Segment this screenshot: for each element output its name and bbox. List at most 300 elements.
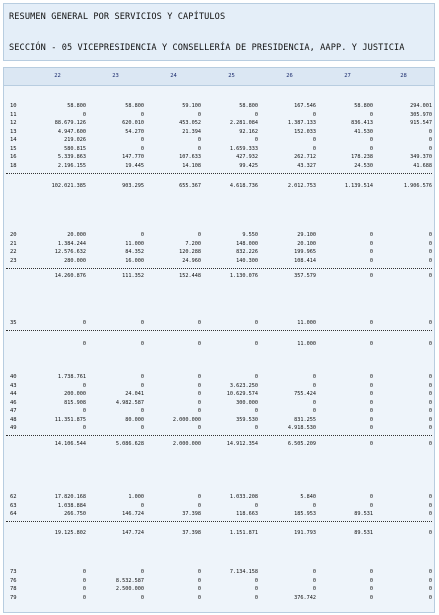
value-cell: 0 (197, 569, 201, 575)
value-cell: 0 (254, 374, 258, 380)
value-cell: 88.679.126 (54, 120, 86, 126)
value-cell: 0 (254, 425, 258, 431)
subtotal-cell: 655.367 (179, 182, 201, 189)
value-cell: 0 (197, 408, 201, 414)
value-cell: 107.633 (179, 154, 201, 160)
value-cell: 915.547 (410, 120, 432, 126)
subtotal-cell: 0 (428, 341, 432, 347)
row-code: 12 (10, 120, 17, 126)
value-cell: 0 (140, 408, 144, 414)
value-cell: 0 (254, 408, 258, 414)
row-code: 79 (10, 594, 17, 601)
value-cell: 0 (369, 374, 373, 380)
column-header: 27 (344, 73, 351, 79)
value-cell: 0 (140, 374, 144, 380)
value-cell: 152.033 (294, 128, 316, 135)
group-divider (6, 173, 432, 174)
table-row (4, 129, 434, 138)
subtotal-cell: 903.295 (122, 182, 144, 189)
value-cell: 0 (254, 502, 258, 509)
subtotal-cell: 1.130.076 (229, 272, 258, 279)
value-cell: 0 (82, 111, 86, 118)
value-cell: 0 (197, 232, 201, 238)
value-cell: 0 (312, 399, 316, 406)
value-cell: 0 (369, 111, 373, 118)
table-row (4, 569, 434, 578)
column-header: 24 (170, 73, 177, 79)
row-code: 13 (10, 128, 17, 135)
table-row (4, 503, 434, 512)
value-cell: 0 (82, 594, 86, 601)
value-cell: 0 (140, 382, 144, 389)
value-cell: 0 (369, 145, 373, 152)
group-divider (6, 521, 432, 522)
value-cell: 219.026 (64, 137, 86, 143)
subtotal-cell: 5.086.628 (115, 441, 144, 447)
value-cell: 99.425 (239, 162, 258, 169)
table-row (4, 511, 434, 520)
value-cell: 0 (428, 511, 432, 517)
table-row (4, 374, 434, 383)
value-cell: 0 (428, 145, 432, 152)
value-cell: 12.576.632 (54, 249, 86, 255)
value-cell: 0 (369, 240, 373, 247)
value-cell: 0 (197, 502, 201, 509)
value-cell: 815.908 (64, 399, 86, 406)
value-cell: 0 (254, 320, 258, 326)
value-cell: 0 (197, 577, 201, 584)
value-cell: 0 (369, 257, 373, 264)
value-cell: 0 (428, 240, 432, 247)
table-row (4, 408, 434, 417)
value-cell: 92.162 (239, 128, 258, 135)
value-cell: 0 (428, 137, 432, 143)
value-cell: 0 (254, 111, 258, 118)
value-cell: 58.800 (67, 103, 86, 109)
subtotal-row (4, 341, 434, 350)
value-cell: 54.270 (125, 128, 144, 135)
value-cell: 0 (312, 374, 316, 380)
row-code: 14 (10, 137, 17, 143)
subtotal-cell: 0 (428, 530, 432, 536)
value-cell: 0 (82, 408, 86, 414)
value-cell: 0 (140, 502, 144, 509)
value-cell: 0 (197, 145, 201, 152)
value-cell: 836.413 (351, 120, 373, 126)
value-cell: 2.000.000 (172, 416, 201, 423)
subtotal-cell: 147.724 (122, 530, 144, 536)
value-cell: 300.000 (236, 399, 258, 406)
value-cell: 185.953 (294, 511, 316, 517)
value-cell: 0 (82, 382, 86, 389)
row-code: 63 (10, 502, 17, 509)
value-cell: 10.629.574 (226, 391, 258, 397)
value-cell: 4.947.600 (57, 128, 86, 135)
row-code: 76 (10, 577, 17, 584)
table-row (4, 258, 434, 267)
row-code: 40 (10, 374, 17, 380)
row-code: 43 (10, 382, 17, 389)
value-cell: 1.738.761 (57, 374, 86, 380)
value-cell: 0 (428, 416, 432, 423)
value-cell: 294.001 (410, 103, 432, 109)
value-cell: 0 (369, 494, 373, 500)
value-cell: 359.530 (236, 416, 258, 423)
value-cell: 0 (312, 137, 316, 143)
row-code: 44 (10, 391, 17, 397)
value-cell: 21.394 (182, 128, 201, 135)
value-cell: 178.238 (351, 154, 373, 160)
subtotal-cell: 1.151.871 (229, 530, 258, 536)
table-row (4, 391, 434, 400)
value-cell: 0 (197, 320, 201, 326)
value-cell: 0 (82, 577, 86, 584)
subtotal-cell: 0 (254, 341, 258, 347)
subtotal-cell: 37.398 (182, 530, 201, 536)
subtotal-cell: 152.448 (179, 272, 201, 279)
value-cell: 140.300 (236, 257, 258, 264)
value-cell: 0 (82, 320, 86, 326)
table-row (4, 320, 434, 329)
subtotal-row (4, 530, 434, 539)
value-cell: 37.398 (182, 511, 201, 517)
value-cell: 0 (369, 416, 373, 423)
subtotal-cell: 14.106.544 (54, 441, 86, 447)
value-cell: 0 (197, 374, 201, 380)
subtotal-cell: 357.579 (294, 272, 316, 279)
subtotal-cell: 89.531 (354, 530, 373, 536)
table-row (4, 383, 434, 392)
value-cell: 0 (428, 320, 432, 326)
value-cell: 620.010 (122, 120, 144, 126)
value-cell: 0 (428, 128, 432, 135)
table-row (4, 241, 434, 250)
value-cell: 24.960 (182, 257, 201, 264)
value-cell: 59.100 (182, 103, 201, 109)
value-cell: 7.200 (185, 240, 201, 247)
value-cell: 200.000 (64, 391, 86, 397)
value-cell: 146.724 (122, 511, 144, 517)
value-cell: 376.742 (294, 594, 316, 601)
value-cell: 266.750 (64, 511, 86, 517)
value-cell: 0 (369, 391, 373, 397)
value-cell: 0 (197, 425, 201, 431)
value-cell: 0 (140, 137, 144, 143)
value-cell: 0 (197, 382, 201, 389)
group-divider (6, 268, 432, 269)
table-row (4, 137, 434, 146)
value-cell: 0 (312, 569, 316, 575)
subtotal-cell: 0 (140, 341, 144, 347)
value-cell: 1.659.333 (229, 145, 258, 152)
value-cell: 0 (369, 502, 373, 509)
budget-table (3, 67, 435, 613)
subtotal-cell: 14.912.354 (226, 441, 258, 447)
value-cell: 0 (369, 569, 373, 575)
row-code: 48 (10, 416, 17, 423)
subtotal-row (4, 183, 434, 192)
value-cell: 580.815 (64, 145, 86, 152)
group-divider (6, 330, 432, 331)
subtotal-cell: 6.505.209 (287, 441, 316, 447)
value-cell: 0 (428, 232, 432, 238)
value-cell: 0 (369, 399, 373, 406)
subtotal-cell: 0 (197, 341, 201, 347)
table-row (4, 120, 434, 129)
value-cell: 0 (428, 257, 432, 264)
value-cell: 14.108 (182, 162, 201, 169)
subtotal-cell: 0 (369, 272, 373, 279)
value-cell: 5.339.863 (57, 154, 86, 160)
subtotal-cell: 14.260.876 (54, 272, 86, 279)
value-cell: 0 (428, 577, 432, 584)
row-code: 73 (10, 569, 17, 575)
value-cell: 0 (369, 320, 373, 326)
row-code: 47 (10, 408, 17, 414)
value-cell: 8.532.587 (115, 577, 144, 584)
value-cell: 0 (428, 382, 432, 389)
value-cell: 16.000 (125, 257, 144, 264)
value-cell: 199.965 (294, 249, 316, 255)
value-cell: 24.041 (125, 391, 144, 397)
value-cell: 262.712 (294, 154, 316, 160)
value-cell: 0 (428, 569, 432, 575)
value-cell: 0 (197, 137, 201, 143)
group-divider (6, 435, 432, 436)
value-cell: 0 (369, 382, 373, 389)
value-cell: 11.351.875 (54, 416, 86, 423)
value-cell: 0 (369, 594, 373, 601)
value-cell: 0 (254, 586, 258, 592)
value-cell: 427.932 (236, 154, 258, 160)
table-row (4, 249, 434, 258)
value-cell: 2.196.155 (57, 162, 86, 169)
value-cell: 20.000 (67, 232, 86, 238)
value-cell: 0 (312, 111, 316, 118)
value-cell: 0 (82, 586, 86, 592)
value-cell: 7.134.158 (229, 569, 258, 575)
value-cell: 0 (140, 569, 144, 575)
subtotal-cell: 102.021.385 (51, 182, 86, 189)
value-cell: 41.688 (413, 162, 432, 169)
table-row (4, 417, 434, 426)
value-cell: 108.414 (294, 257, 316, 264)
value-cell: 1.387.133 (287, 120, 316, 126)
subtotal-cell: 19.125.802 (54, 530, 86, 536)
column-header: 28 (400, 73, 407, 79)
value-cell: 9.550 (242, 232, 258, 238)
value-cell: 29.100 (297, 232, 316, 238)
value-cell: 11.000 (125, 240, 144, 247)
subtotal-cell: 0 (82, 341, 86, 347)
value-cell: 41.530 (354, 128, 373, 135)
value-cell: 0 (312, 408, 316, 414)
column-header: 23 (112, 73, 119, 79)
value-cell: 0 (140, 111, 144, 118)
value-cell: 43.327 (297, 162, 316, 169)
table-row (4, 154, 434, 163)
report-title: RESUMEN GENERAL POR SERVICIOS Y CAPÍTULOS (9, 12, 226, 22)
value-cell: 17.820.168 (54, 494, 86, 500)
subtotal-cell: 2.012.753 (287, 182, 316, 189)
value-cell: 1.384.244 (57, 240, 86, 247)
value-cell: 755.424 (294, 391, 316, 397)
value-cell: 453.052 (179, 120, 201, 126)
value-cell: 3.623.250 (229, 382, 258, 389)
value-cell: 0 (369, 408, 373, 414)
value-cell: 0 (369, 137, 373, 143)
table-row (4, 103, 434, 112)
table-row (4, 494, 434, 503)
value-cell: 0 (197, 111, 201, 118)
value-cell: 0 (197, 494, 201, 500)
subtotal-cell: 4.618.736 (229, 182, 258, 189)
value-cell: 0 (140, 232, 144, 238)
value-cell: 305.970 (410, 111, 432, 118)
value-cell: 84.352 (125, 249, 144, 255)
table-row (4, 112, 434, 121)
value-cell: 0 (254, 137, 258, 143)
value-cell: 24.530 (354, 162, 373, 169)
value-cell: 0 (140, 145, 144, 152)
report-header (3, 3, 435, 61)
row-code: 49 (10, 425, 17, 431)
column-header: 26 (286, 73, 293, 79)
row-code: 46 (10, 399, 17, 406)
value-cell: 2.281.084 (229, 120, 258, 126)
subtotal-cell: 111.352 (122, 272, 144, 279)
value-cell: 0 (428, 391, 432, 397)
value-cell: 0 (82, 425, 86, 431)
value-cell: 0 (428, 399, 432, 406)
value-cell: 147.770 (122, 154, 144, 160)
value-cell: 832.226 (236, 249, 258, 255)
subtotal-cell: 0 (428, 441, 432, 447)
value-cell: 1.038.884 (57, 502, 86, 509)
value-cell: 1.033.208 (229, 494, 258, 500)
row-code: 21 (10, 240, 17, 247)
value-cell: 0 (428, 408, 432, 414)
subtotal-row (4, 441, 434, 450)
value-cell: 120.288 (179, 249, 201, 255)
subtotal-cell: 0 (369, 341, 373, 347)
table-row (4, 425, 434, 434)
value-cell: 0 (428, 594, 432, 601)
row-code: 15 (10, 145, 17, 152)
row-code: 18 (10, 162, 17, 169)
value-cell: 0 (140, 594, 144, 601)
value-cell: 11.000 (297, 320, 316, 326)
value-cell: 0 (312, 145, 316, 152)
value-cell: 118.663 (236, 511, 258, 517)
value-cell: 19.445 (125, 162, 144, 169)
value-cell: 0 (197, 399, 201, 406)
value-cell: 280.000 (64, 257, 86, 264)
value-cell: 89.531 (354, 511, 373, 517)
row-code: 22 (10, 249, 17, 255)
subtotal-cell: 1.139.514 (344, 182, 373, 189)
value-cell: 0 (254, 577, 258, 584)
row-code: 23 (10, 257, 17, 264)
row-code: 64 (10, 511, 17, 517)
value-cell: 0 (428, 249, 432, 255)
subtotal-cell: 0 (428, 272, 432, 279)
value-cell: 4.918.530 (287, 425, 316, 431)
subtotal-cell: 1.906.576 (403, 182, 432, 189)
column-header: 25 (228, 73, 235, 79)
value-cell: 148.000 (236, 240, 258, 247)
value-cell: 0 (428, 425, 432, 431)
table-header (4, 68, 434, 86)
section-title: SECCIÓN - 05 VICEPRESIDENCIA Y CONSELLERÍA DE PRESIDENCIA, AAPP. Y JUSTICIA (9, 43, 405, 53)
value-cell: 0 (140, 320, 144, 326)
value-cell: 0 (428, 586, 432, 592)
row-code: 10 (10, 103, 17, 109)
value-cell: 0 (254, 594, 258, 601)
value-cell: 0 (197, 594, 201, 601)
value-cell: 58.800 (354, 103, 373, 109)
value-cell: 0 (428, 494, 432, 500)
table-row (4, 578, 434, 587)
value-cell: 58.800 (239, 103, 258, 109)
row-code: 78 (10, 586, 17, 592)
table-row (4, 163, 434, 172)
value-cell: 0 (140, 425, 144, 431)
value-cell: 167.546 (294, 103, 316, 109)
value-cell: 0 (312, 577, 316, 584)
value-cell: 0 (197, 586, 201, 592)
value-cell: 0 (369, 586, 373, 592)
value-cell: 58.800 (125, 103, 144, 109)
subtotal-cell: 11.000 (297, 341, 316, 347)
subtotal-cell: 191.793 (294, 530, 316, 536)
value-cell: 80.000 (125, 416, 144, 423)
value-cell: 20.100 (297, 240, 316, 247)
value-cell: 0 (369, 577, 373, 584)
value-cell: 0 (312, 586, 316, 592)
column-header: 22 (54, 73, 61, 79)
value-cell: 0 (369, 249, 373, 255)
subtotal-row (4, 273, 434, 282)
value-cell: 4.982.587 (115, 399, 144, 406)
value-cell: 0 (312, 502, 316, 509)
row-code: 35 (10, 320, 17, 326)
value-cell: 1.000 (128, 494, 144, 500)
row-code: 11 (10, 111, 17, 118)
value-cell: 0 (82, 569, 86, 575)
subtotal-cell: 2.000.000 (172, 441, 201, 447)
subtotal-cell: 0 (369, 441, 373, 447)
table-row (4, 400, 434, 409)
value-cell: 0 (369, 232, 373, 238)
value-cell: 349.370 (410, 154, 432, 160)
table-row (4, 595, 434, 604)
row-code: 62 (10, 494, 17, 500)
table-row (4, 146, 434, 155)
table-row (4, 232, 434, 241)
table-row (4, 586, 434, 595)
value-cell: 0 (428, 374, 432, 380)
value-cell: 2.500.000 (115, 586, 144, 592)
row-code: 16 (10, 154, 17, 160)
value-cell: 0 (312, 382, 316, 389)
value-cell: 0 (428, 502, 432, 509)
value-cell: 831.255 (294, 416, 316, 423)
value-cell: 0 (369, 425, 373, 431)
value-cell: 0 (197, 391, 201, 397)
row-code: 20 (10, 232, 17, 238)
value-cell: 5.840 (300, 494, 316, 500)
